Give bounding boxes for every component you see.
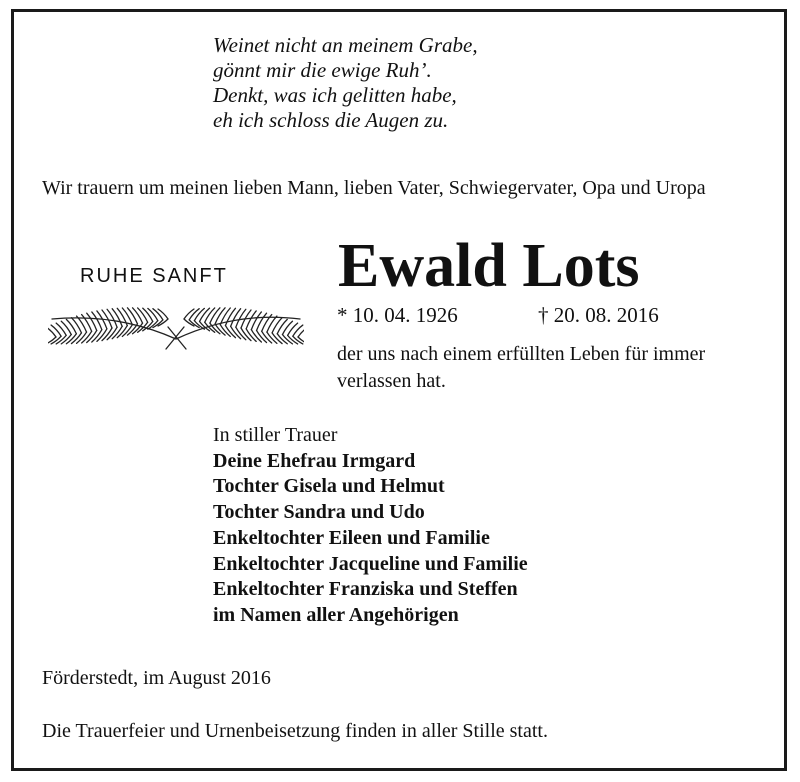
palm-branches-icon bbox=[48, 297, 304, 351]
poem-line: eh ich schloss die Augen zu. bbox=[213, 108, 449, 132]
intro-text: Wir trauern um meinen lieben Mann, lieben Vater, Schwiegervater, Opa und Uropa bbox=[42, 177, 706, 199]
poem-line: Denkt, was ich gelitten habe, bbox=[213, 83, 457, 107]
death-date: † 20. 08. 2016 bbox=[538, 303, 659, 327]
poem-line: gönnt mir die ewige Ruh’. bbox=[213, 58, 432, 82]
deceased-name: Ewald Lots bbox=[338, 232, 640, 300]
mourner-name: im Namen aller Angehörigen bbox=[213, 603, 459, 626]
mourning-heading: In stiller Trauer bbox=[213, 424, 338, 446]
mourners-block bbox=[213, 423, 528, 629]
mourner-name: Tochter Gisela und Helmut bbox=[213, 475, 445, 498]
poem-line: Weinet nicht an meinem Grabe, bbox=[213, 33, 478, 57]
mourner-name: Deine Ehefrau Irmgard bbox=[213, 449, 416, 472]
mourner-name: Tochter Sandra und Udo bbox=[213, 501, 425, 524]
place-date: Förderstedt, im August 2016 bbox=[42, 667, 271, 689]
poem bbox=[213, 33, 478, 133]
mourner-name: Enkeltochter Franziska und Steffen bbox=[213, 578, 518, 601]
ruhe-sanft-label: RUHE SANFT bbox=[80, 265, 228, 287]
service-note: Die Trauerfeier und Urnenbeisetzung finden in aller Stille statt. bbox=[42, 720, 548, 742]
mourner-name: Enkeltochter Eileen und Familie bbox=[213, 526, 490, 549]
farewell-text: der uns nach einem erfüllten Leben für immer verlassen hat. bbox=[337, 343, 706, 392]
birth-date: * 10. 04. 1926 bbox=[337, 303, 458, 327]
mourner-name: Enkeltochter Jacqueline und Familie bbox=[213, 552, 528, 575]
